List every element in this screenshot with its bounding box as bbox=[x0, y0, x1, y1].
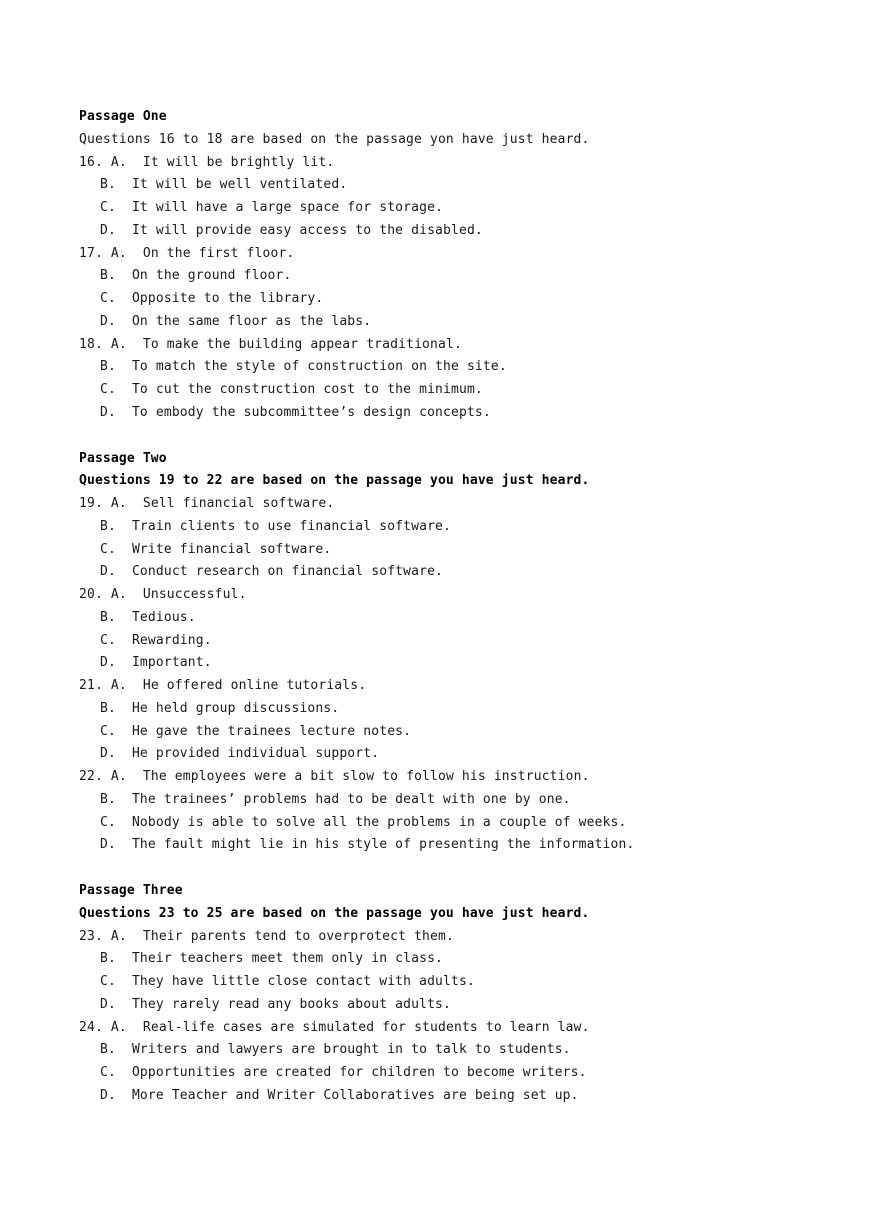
option-text: He offered online tutorials. bbox=[142, 678, 367, 693]
option-letter: A. bbox=[110, 678, 127, 693]
option-text: Tedious. bbox=[131, 609, 196, 625]
question-block bbox=[79, 675, 839, 766]
question-number: 23. bbox=[79, 928, 103, 944]
question-number: 24. bbox=[79, 1019, 103, 1035]
question-block bbox=[79, 926, 839, 1017]
answer-option bbox=[79, 402, 839, 425]
option-text: On the ground floor. bbox=[131, 268, 292, 284]
answer-option bbox=[79, 584, 839, 607]
option-text: To match the style of construction on the site. bbox=[131, 359, 507, 375]
answer-option bbox=[79, 926, 839, 949]
option-text: Sell financial software. bbox=[142, 496, 335, 511]
option-letter: C. bbox=[100, 1065, 116, 1080]
answer-option bbox=[79, 1039, 839, 1062]
answer-option bbox=[79, 948, 839, 971]
option-text: The fault might lie in his style of presenting the information. bbox=[131, 837, 635, 853]
answer-option bbox=[79, 812, 839, 835]
option-text: The trainees’ problems had to be dealt with one by one. bbox=[131, 791, 571, 807]
option-letter: B. bbox=[100, 268, 116, 284]
option-text: Important. bbox=[131, 655, 212, 671]
option-letter: D. bbox=[100, 313, 116, 329]
option-letter: A. bbox=[110, 1019, 127, 1035]
question-number: 16. bbox=[79, 154, 103, 170]
answer-option bbox=[79, 493, 839, 516]
option-letter: D. bbox=[100, 996, 116, 1012]
option-letter: C. bbox=[100, 541, 116, 557]
option-letter: A. bbox=[110, 928, 127, 944]
option-letter: B. bbox=[100, 951, 116, 967]
answer-option bbox=[79, 152, 839, 175]
question-number: 21. bbox=[79, 678, 103, 693]
question-block bbox=[79, 766, 839, 857]
answer-option bbox=[79, 197, 839, 220]
answer-option bbox=[79, 789, 839, 812]
option-letter: A. bbox=[110, 587, 127, 602]
option-letter: C. bbox=[100, 632, 116, 648]
answer-option bbox=[79, 539, 839, 562]
question-number: 17. bbox=[79, 245, 103, 261]
answer-option bbox=[79, 334, 839, 357]
question-number: 18. bbox=[79, 336, 103, 352]
option-text: To make the building appear traditional. bbox=[142, 336, 462, 352]
answer-option bbox=[79, 698, 839, 721]
option-text: On the same floor as the labs. bbox=[131, 313, 372, 329]
option-letter: C. bbox=[100, 814, 116, 830]
option-letter: A. bbox=[110, 245, 127, 261]
option-text: It will provide easy access to the disabled. bbox=[131, 222, 483, 238]
answer-option bbox=[79, 561, 839, 584]
answer-option bbox=[79, 1085, 839, 1108]
option-letter: C. bbox=[100, 200, 116, 215]
option-text: Unsuccessful. bbox=[142, 587, 247, 602]
passage-title: Passage Three bbox=[79, 883, 183, 898]
passage-instruction: Questions 19 to 22 are based on the passage you have just heard. bbox=[79, 473, 590, 489]
option-text: Opportunities are created for children to become writers. bbox=[131, 1065, 587, 1080]
option-text: Their teachers meet them only in class. bbox=[131, 951, 444, 967]
question-number: 22. bbox=[79, 769, 103, 784]
option-text: More Teacher and Writer Collaboratives are being set up. bbox=[131, 1087, 579, 1103]
option-letter: B. bbox=[100, 791, 116, 807]
option-letter: A. bbox=[110, 154, 127, 170]
option-text: He gave the trainees lecture notes. bbox=[131, 723, 412, 739]
option-text: Conduct research on financial software. bbox=[131, 564, 444, 580]
answer-option bbox=[79, 971, 839, 994]
option-letter: D. bbox=[100, 837, 116, 853]
option-letter: D. bbox=[100, 746, 116, 762]
option-letter: B. bbox=[100, 359, 116, 375]
option-text: They have little close contact with adults. bbox=[131, 974, 475, 989]
answer-option bbox=[79, 379, 839, 402]
question-number: 19. bbox=[79, 496, 103, 511]
option-letter: D. bbox=[100, 1087, 116, 1103]
option-letter: B. bbox=[100, 518, 116, 534]
passage-instruction: Questions 16 to 18 are based on the passage yon have just heard. bbox=[79, 131, 590, 147]
question-block bbox=[79, 1017, 839, 1108]
option-letter: B. bbox=[100, 1042, 116, 1058]
option-text: To embody the subcommittee’s design concepts. bbox=[131, 404, 491, 420]
option-letter: B. bbox=[100, 700, 116, 716]
answer-option bbox=[79, 652, 839, 675]
answer-option bbox=[79, 265, 839, 288]
option-letter: C. bbox=[100, 382, 116, 397]
question-block bbox=[79, 334, 839, 425]
passage-section bbox=[79, 106, 839, 425]
answer-option bbox=[79, 288, 839, 311]
option-letter: D. bbox=[100, 404, 116, 420]
option-letter: C. bbox=[100, 291, 116, 306]
answer-option bbox=[79, 516, 839, 539]
option-text: Nobody is able to solve all the problems in a couple of weeks. bbox=[131, 814, 627, 830]
passage-title: Passage One bbox=[79, 109, 167, 124]
option-letter: A. bbox=[110, 336, 127, 352]
answer-option bbox=[79, 356, 839, 379]
answer-option bbox=[79, 1017, 839, 1040]
answer-option bbox=[79, 1062, 839, 1085]
section-gap bbox=[79, 857, 839, 880]
option-text: He provided individual support. bbox=[131, 746, 380, 762]
answer-option bbox=[79, 311, 839, 334]
option-text: Their parents tend to overprotect them. bbox=[142, 928, 454, 944]
option-text: Writers and lawyers are brought in to talk to students. bbox=[131, 1042, 571, 1058]
option-text: It will be well ventilated. bbox=[131, 177, 348, 193]
answer-option bbox=[79, 766, 839, 789]
option-letter: C. bbox=[100, 723, 116, 739]
answer-option bbox=[79, 675, 839, 698]
answer-option bbox=[79, 630, 839, 653]
option-text: It will be brightly lit. bbox=[142, 154, 335, 170]
question-number: 20. bbox=[79, 587, 103, 602]
question-block bbox=[79, 152, 839, 243]
option-letter: D. bbox=[100, 222, 116, 238]
option-text: Real-life cases are simulated for students to learn law. bbox=[142, 1019, 590, 1035]
passage-section bbox=[79, 880, 839, 1108]
option-text: Train clients to use financial software. bbox=[131, 518, 452, 534]
answer-option bbox=[79, 994, 839, 1017]
option-letter: D. bbox=[100, 655, 116, 671]
question-block bbox=[79, 584, 839, 675]
option-letter: D. bbox=[100, 564, 116, 580]
passage-instruction: Questions 23 to 25 are based on the passage you have just heard. bbox=[79, 905, 590, 921]
option-letter: A. bbox=[110, 769, 127, 784]
option-letter: B. bbox=[100, 177, 116, 193]
section-gap bbox=[79, 425, 839, 448]
option-letter: C. bbox=[100, 974, 116, 989]
option-text: On the first floor. bbox=[142, 245, 295, 261]
answer-option bbox=[79, 174, 839, 197]
answer-option bbox=[79, 220, 839, 243]
answer-option bbox=[79, 243, 839, 266]
passage-title: Passage Two bbox=[79, 450, 167, 466]
option-text: They rarely read any books about adults. bbox=[131, 996, 452, 1012]
exam-page bbox=[79, 106, 839, 1108]
answer-option bbox=[79, 834, 839, 857]
option-text: It will have a large space for storage. bbox=[131, 200, 444, 215]
option-letter: A. bbox=[110, 496, 127, 511]
option-letter: B. bbox=[100, 609, 116, 625]
option-text: To cut the construction cost to the minimum. bbox=[131, 382, 483, 397]
option-text: Write financial software. bbox=[131, 541, 332, 557]
option-text: He held group discussions. bbox=[131, 700, 340, 716]
question-block bbox=[79, 493, 839, 584]
question-block bbox=[79, 243, 839, 334]
option-text: Opposite to the library. bbox=[131, 291, 324, 306]
answer-option bbox=[79, 607, 839, 630]
option-text: The employees were a bit slow to follow his instruction. bbox=[142, 769, 590, 784]
answer-option bbox=[79, 721, 839, 744]
option-text: Rewarding. bbox=[131, 632, 212, 648]
answer-option bbox=[79, 743, 839, 766]
passage-section bbox=[79, 448, 839, 858]
